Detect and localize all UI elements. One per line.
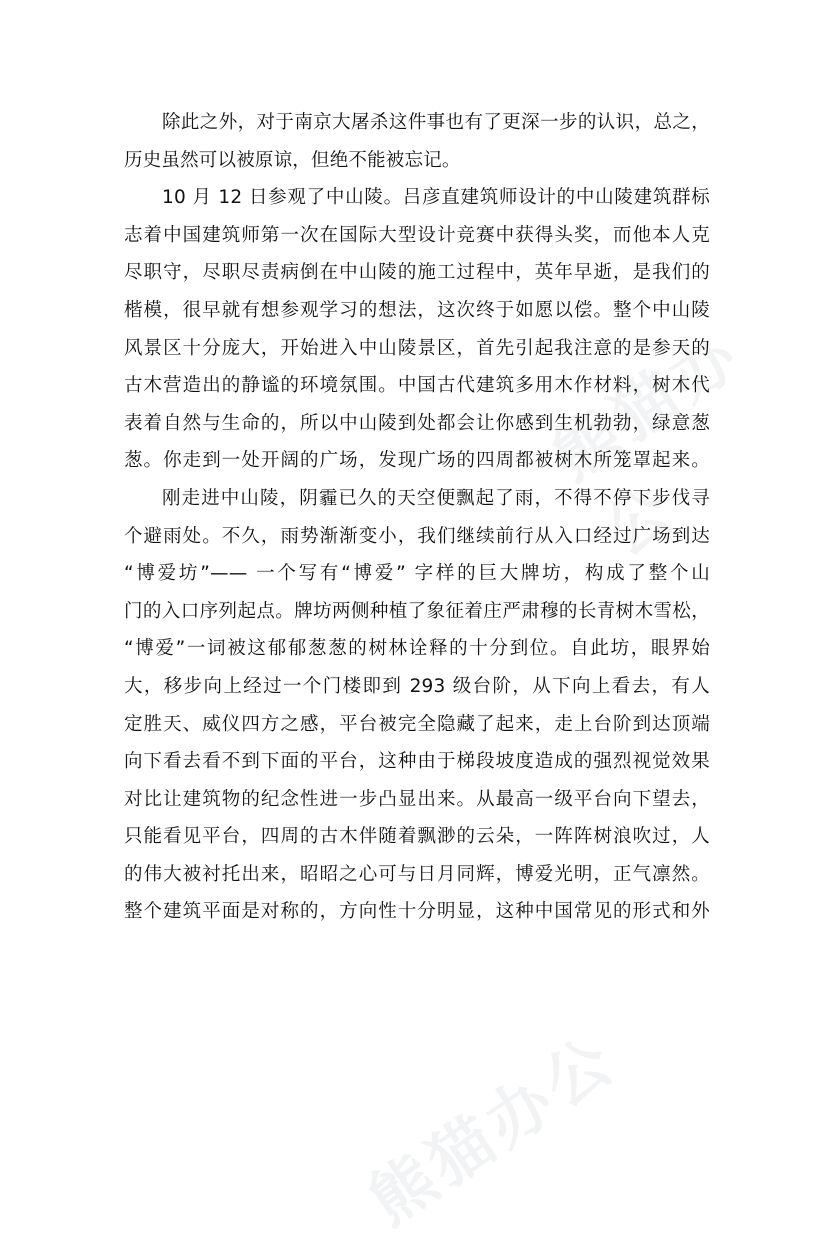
text-line: 古木营造出的静谧的环境氛围。中国古代建筑多用木作材料，树木代 [124, 375, 710, 397]
paragraph [124, 480, 710, 931]
text-line: 定胜天、威仪四方之感，平台被完全隐藏了起来，走上台阶到达顶端 [124, 713, 710, 735]
text-line: 历史虽然可以被原谅，但绝不能被忘记。 [124, 149, 461, 171]
text-line: 楷模，很早就有想参观学习的想法，这次终于如愿以偿。整个中山陵 [124, 299, 710, 321]
body-text [124, 104, 710, 931]
text-line: 尽职守，尽职尽责病倒在中山陵的施工过程中，英年早逝，是我们的 [124, 262, 710, 284]
paragraph [124, 104, 710, 179]
text-line: 只能看见平台，四周的古木伴随着飘渺的云朵，一阵阵树浪吹过，人 [124, 826, 710, 848]
text-line: “博爱坊”—— 一个写有“博爱” 字样的巨大牌坊，构成了整个山 [124, 563, 710, 585]
watermark: 熊猫办公 [540, 316, 756, 572]
text-line: 志着中国建筑师第一次在国际大型设计竞赛中获得头奖，而他本人克 [124, 224, 710, 246]
watermark: 熊猫办公 [356, 1022, 631, 1240]
text-line: 向下看去看不到下面的平台，这种由于梯段坡度造成的强烈视觉效果 [124, 751, 710, 773]
text-line: 门的入口序列起点。牌坊两侧种植了象征着庄严肃穆的长青树木雪松， [124, 600, 710, 622]
text-line: 除此之外，对于南京大屠杀这件事也有了更深一步的认识，总之， [162, 112, 710, 133]
text-line: 整个建筑平面是对称的，方向性十分明显，这种中国常见的形式和外 [124, 901, 710, 923]
text-line: 的伟大被衬托出来，昭昭之心可与日月同辉，博爱光明，正气凛然。 [124, 863, 710, 885]
text-line: 表着自然与生命的，所以中山陵到处都会让你感到生机勃勃，绿意葱 [124, 412, 710, 434]
text-line: “博爱”一词被这郁郁葱葱的树林诠释的十分到位。自此坊，眼界始 [124, 638, 710, 660]
text-line: 对比让建筑物的纪念性进一步凸显出来。从最高一级平台向下望去， [124, 788, 710, 810]
text-line: 10 月 12 日参观了中山陵。吕彦直建筑师设计的中山陵建筑群标 [162, 187, 710, 209]
text-line: 个避雨处。不久，雨势渐渐变小，我们继续前行从入口经过广场到达 [124, 525, 710, 547]
text-line: 风景区十分庞大，开始进入中山陵景区，首先引起我注意的是参天的 [124, 337, 710, 359]
paragraph [124, 179, 710, 480]
text-line: 刚走进中山陵，阴霾已久的天空便飘起了雨，不得不停下步伐寻 [162, 487, 710, 509]
text-line: 葱。你走到一处开阔的广场，发现广场的四周都被树木所笼罩起来。 [124, 450, 710, 472]
text-line: 大，移步向上经过一个门楼即到 293 级台阶，从下向上看去，有人 [124, 675, 710, 697]
